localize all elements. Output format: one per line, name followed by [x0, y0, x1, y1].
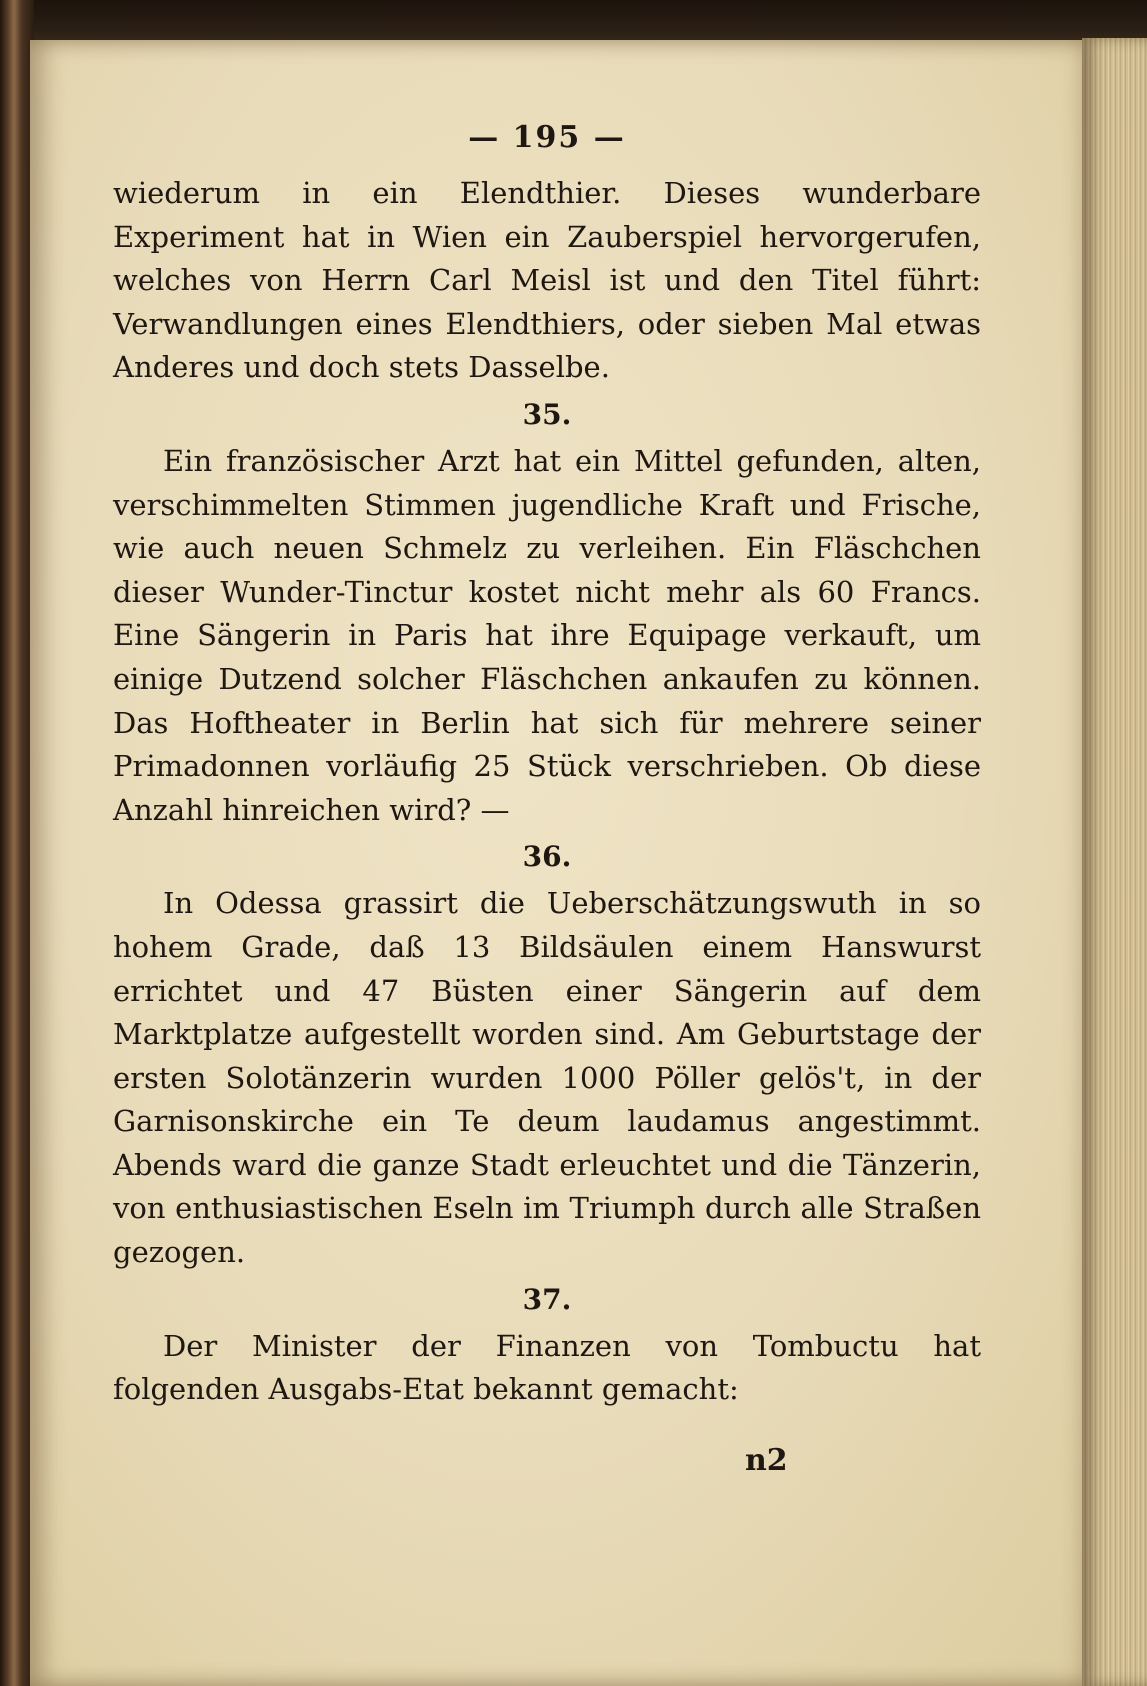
printer-signature-mark: n2 — [745, 1443, 788, 1478]
paragraph-continuation: wiederum in ein Elendthier. Dieses wunderbare Experiment hat in Wien ein Zauberspiel hervorgerufen, welches von Herrn Carl Meisl ist und den Titel führt: Verwandlungen eines Elendthiers, oder sieben Mal etwas Anderes und doch stets Dasselbe. — [113, 176, 981, 385]
paragraph-36: In Odessa grassirt die Ueberschätzungswuth in so hohem Grade, daß 13 Bildsäulen einem Hanswurst errichtet und 47 Büsten einer Sängerin auf dem Marktplatze aufgestellt worden sind. Am Geburtstage der ersten Solotänzerin wurden 1000 Pöller gelös't, in der Garnisonskirche ein Te deum laudamus angestimmt. Abends ward die ganze Stadt erleuchtet und die Tänzerin, von enthusiastischen Eseln im Triumph durch alle Straßen gezogen. — [113, 886, 981, 1270]
page-stack-edges — [1082, 38, 1147, 1686]
section-number-35: 35. — [522, 397, 572, 431]
page-number: — 195 — — [468, 120, 626, 155]
page-text — [113, 110, 981, 1412]
section-number-37: 37. — [522, 1282, 572, 1316]
book-binding — [0, 0, 34, 1686]
section-number-36: 36. — [522, 840, 572, 874]
paragraph-35: Ein französischer Arzt hat ein Mittel gefunden, alten, verschimmelten Stimmen jugendliche Kraft und Frische, wie auch neuen Schmelz zu verleihen. Ein Fläschchen dieser Wunder-Tinctur kostet nicht mehr als 60 Francs. Eine Sängerin in Paris hat ihre Equipage verkauft, um einige Dutzend solcher Fläschchen ankaufen zu können. Das Hoftheater in Berlin hat sich für mehrere seiner Primadonnen vorläufig 25 Stück verschrieben. Ob diese Anzahl hinreichen wird? — — [113, 443, 981, 827]
paragraph-37: Der Minister der Finanzen von Tombuctu hat folgenden Ausgabs-Etat bekannt gemacht: — [113, 1328, 981, 1407]
